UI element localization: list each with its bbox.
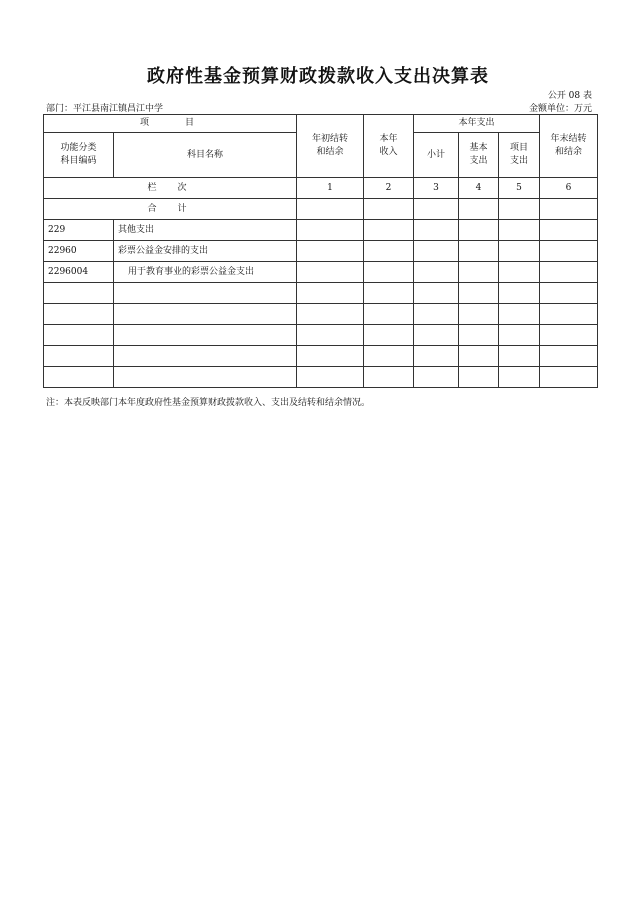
row-code: 2296004 (44, 262, 114, 283)
department-label: 部门：平江县南江镇昌江中学 (46, 104, 164, 114)
header-basic: 基本 支出 (459, 133, 499, 178)
column-index-5: 5 (499, 178, 540, 199)
row-name: 彩票公益金安排的支出 (114, 241, 297, 262)
header-end-balance: 年末结转 和结余 (540, 115, 598, 178)
column-index-2: 2 (364, 178, 414, 199)
total-row (44, 199, 598, 220)
table-cell (414, 220, 459, 241)
table-cell (499, 241, 540, 262)
table-cell (540, 262, 598, 283)
table-cell (459, 220, 499, 241)
header-func-code: 功能分类 科目编码 (44, 133, 114, 178)
table-cell (499, 262, 540, 283)
page-title: 政府性基金预算财政拨款收入支出决算表 (147, 66, 489, 87)
table-cell (414, 241, 459, 262)
total-label: 合 计 (44, 199, 297, 220)
header-item: 项 目 (44, 115, 297, 133)
row-name: 其他支出 (114, 220, 297, 241)
row-code: 229 (44, 220, 114, 241)
table-cell (459, 262, 499, 283)
total-cell (364, 199, 414, 220)
empty-row (44, 346, 598, 367)
table-cell (364, 262, 414, 283)
column-index-label: 栏 次 (44, 178, 297, 199)
header-subject-name: 科目名称 (114, 133, 297, 178)
budget-table (43, 114, 598, 388)
empty-row (44, 325, 598, 346)
table-cell (297, 220, 364, 241)
table-cell (499, 220, 540, 241)
table-cell (540, 241, 598, 262)
column-index-3: 3 (414, 178, 459, 199)
header-project: 项目 支出 (499, 133, 540, 178)
total-cell (414, 199, 459, 220)
table-cell (297, 262, 364, 283)
header-subtotal: 小计 (414, 133, 459, 178)
column-index-4: 4 (459, 178, 499, 199)
column-index-1: 1 (297, 178, 364, 199)
table-cell (297, 241, 364, 262)
column-index-6: 6 (540, 178, 598, 199)
total-cell (540, 199, 598, 220)
total-cell (297, 199, 364, 220)
empty-row (44, 283, 598, 304)
table-row (44, 220, 598, 241)
row-name: 用于教育事业的彩票公益金支出 (114, 262, 297, 283)
empty-row (44, 304, 598, 325)
total-cell (459, 199, 499, 220)
header-expense-group: 本年支出 (414, 115, 540, 133)
table-cell (414, 262, 459, 283)
table-number: 公开 08 表 (547, 91, 592, 101)
table-cell (459, 241, 499, 262)
amount-unit-label: 金额单位：万元 (528, 104, 592, 114)
table-cell (364, 241, 414, 262)
header-begin-balance: 年初结转 和结余 (297, 115, 364, 178)
footnote: 注：本表反映部门本年度政府性基金预算财政拨款收入、支出及结转和结余情况。 (46, 398, 371, 408)
empty-row (44, 367, 598, 388)
table-row (44, 241, 598, 262)
total-cell (499, 199, 540, 220)
table-row (44, 262, 598, 283)
header-income: 本年 收入 (364, 115, 414, 178)
table-cell (364, 220, 414, 241)
table-cell (540, 220, 598, 241)
row-code: 22960 (44, 241, 114, 262)
